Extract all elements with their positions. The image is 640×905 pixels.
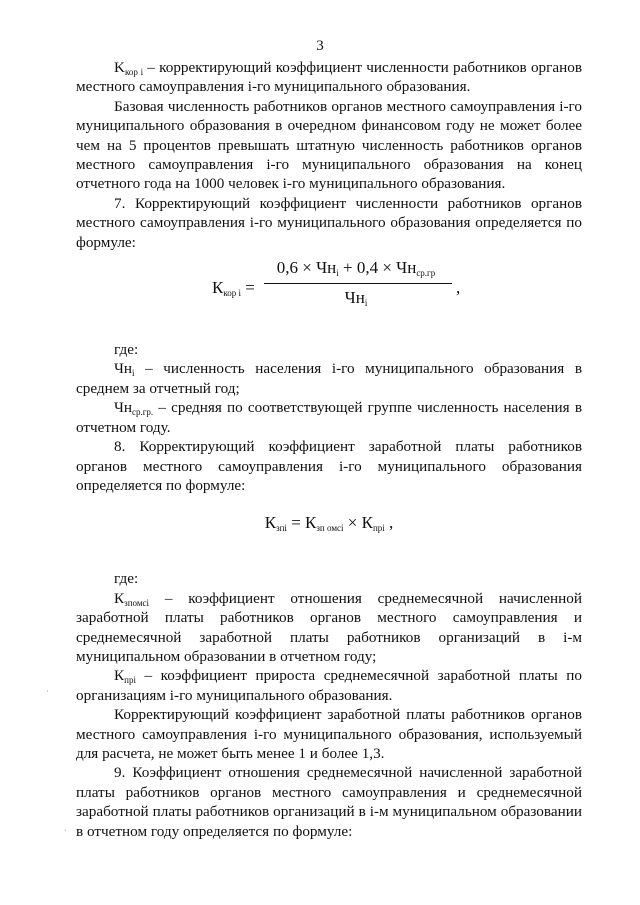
formula-kkor-denominator: $Чн_i$	[344, 288, 368, 309]
paragraph-item-8: 8. Корректирующий коэффициент заработной платы работников органов местного самоуправления i-го муниципального образования определяется по формуле:	[76, 438, 582, 494]
symbol-kkor: K	[114, 59, 125, 76]
kkor-definition-text: – корректирующий коэффициент численности работников органов местного самоуправления i-го муниципального образования.	[76, 59, 583, 96]
definition-chn-srgr: $Чн_{ср.гр.}$ – средняя по соответствующей группе численность населения в отчетном году.	[76, 399, 582, 436]
paragraph-limit: Корректирующий коэффициент заработной платы работников органов местного самоуправления i-го муниципального образования, используемый для расчета, не может быть менее 1 и более 1,3.	[76, 706, 582, 762]
formula-kkor-lhs: $К_{кор i}$ =	[212, 278, 255, 299]
formula-kkor-comma: ,	[456, 278, 461, 298]
scan-speck: ·	[46, 687, 49, 696]
paragraph-item-9: 9. Коэффициент отношения среднемесячной начисленной заработной платы работников органов местного самоуправления и среднемесячной заработной платы работников организаций в i-м муниципальном образовании в отчетном году определяется по формуле:	[76, 764, 582, 840]
paragraph-kkor-definition	[76, 58, 582, 97]
formula-kkor	[76, 258, 582, 324]
formula-kzp: $К_{зпi} = К_{зп омсi} \times К_{прi}$ ,	[264, 513, 394, 534]
where-label-2: где:	[114, 570, 139, 588]
where-label-1: где:	[114, 341, 139, 359]
paragraph-base-staff: Базовая численность работников органов местного самоуправления i-го муниципального образования в очередном финансовом году не может более чем на 5 процентов превышать штатную численность работников органов местного самоуправления i-го муниципального образования на конец отчетного года на 1000 человек i-го муниципального образования.	[76, 97, 582, 193]
formula-kkor-numerator: $0,6 \times Чн_i + 0,4 \times Чн_{ср.гр}$	[276, 258, 436, 279]
symbol-kkor-sub: кор i	[124, 67, 144, 77]
paragraph-item-7: 7. Корректирующий коэффициент численности работников органов местного самоуправления i-го муниципального образования определяется по формуле:	[76, 194, 582, 251]
document-body	[76, 58, 582, 841]
scan-speck: ·	[64, 826, 67, 835]
page-number: 3	[316, 38, 324, 54]
definition-kzpoms: $К_{зпомсi}$ – коэффициент отношения среднемесячной начисленной заработной платы работников органов местного самоуправления и среднемесячной заработной платы работников организаций в i-м муниципальном образовании в отчетном году;	[76, 589, 582, 665]
definition-chn: $Чн_i$ – численность населения i-го муниципального образования в среднем за отчетный год;	[76, 360, 582, 397]
formula-kkor-fraction-bar	[264, 283, 452, 284]
definition-kpr: $К_{прi}$ – коэффициент прироста среднемесячной заработной платы по организациям i-го муниципального образования.	[76, 667, 582, 704]
